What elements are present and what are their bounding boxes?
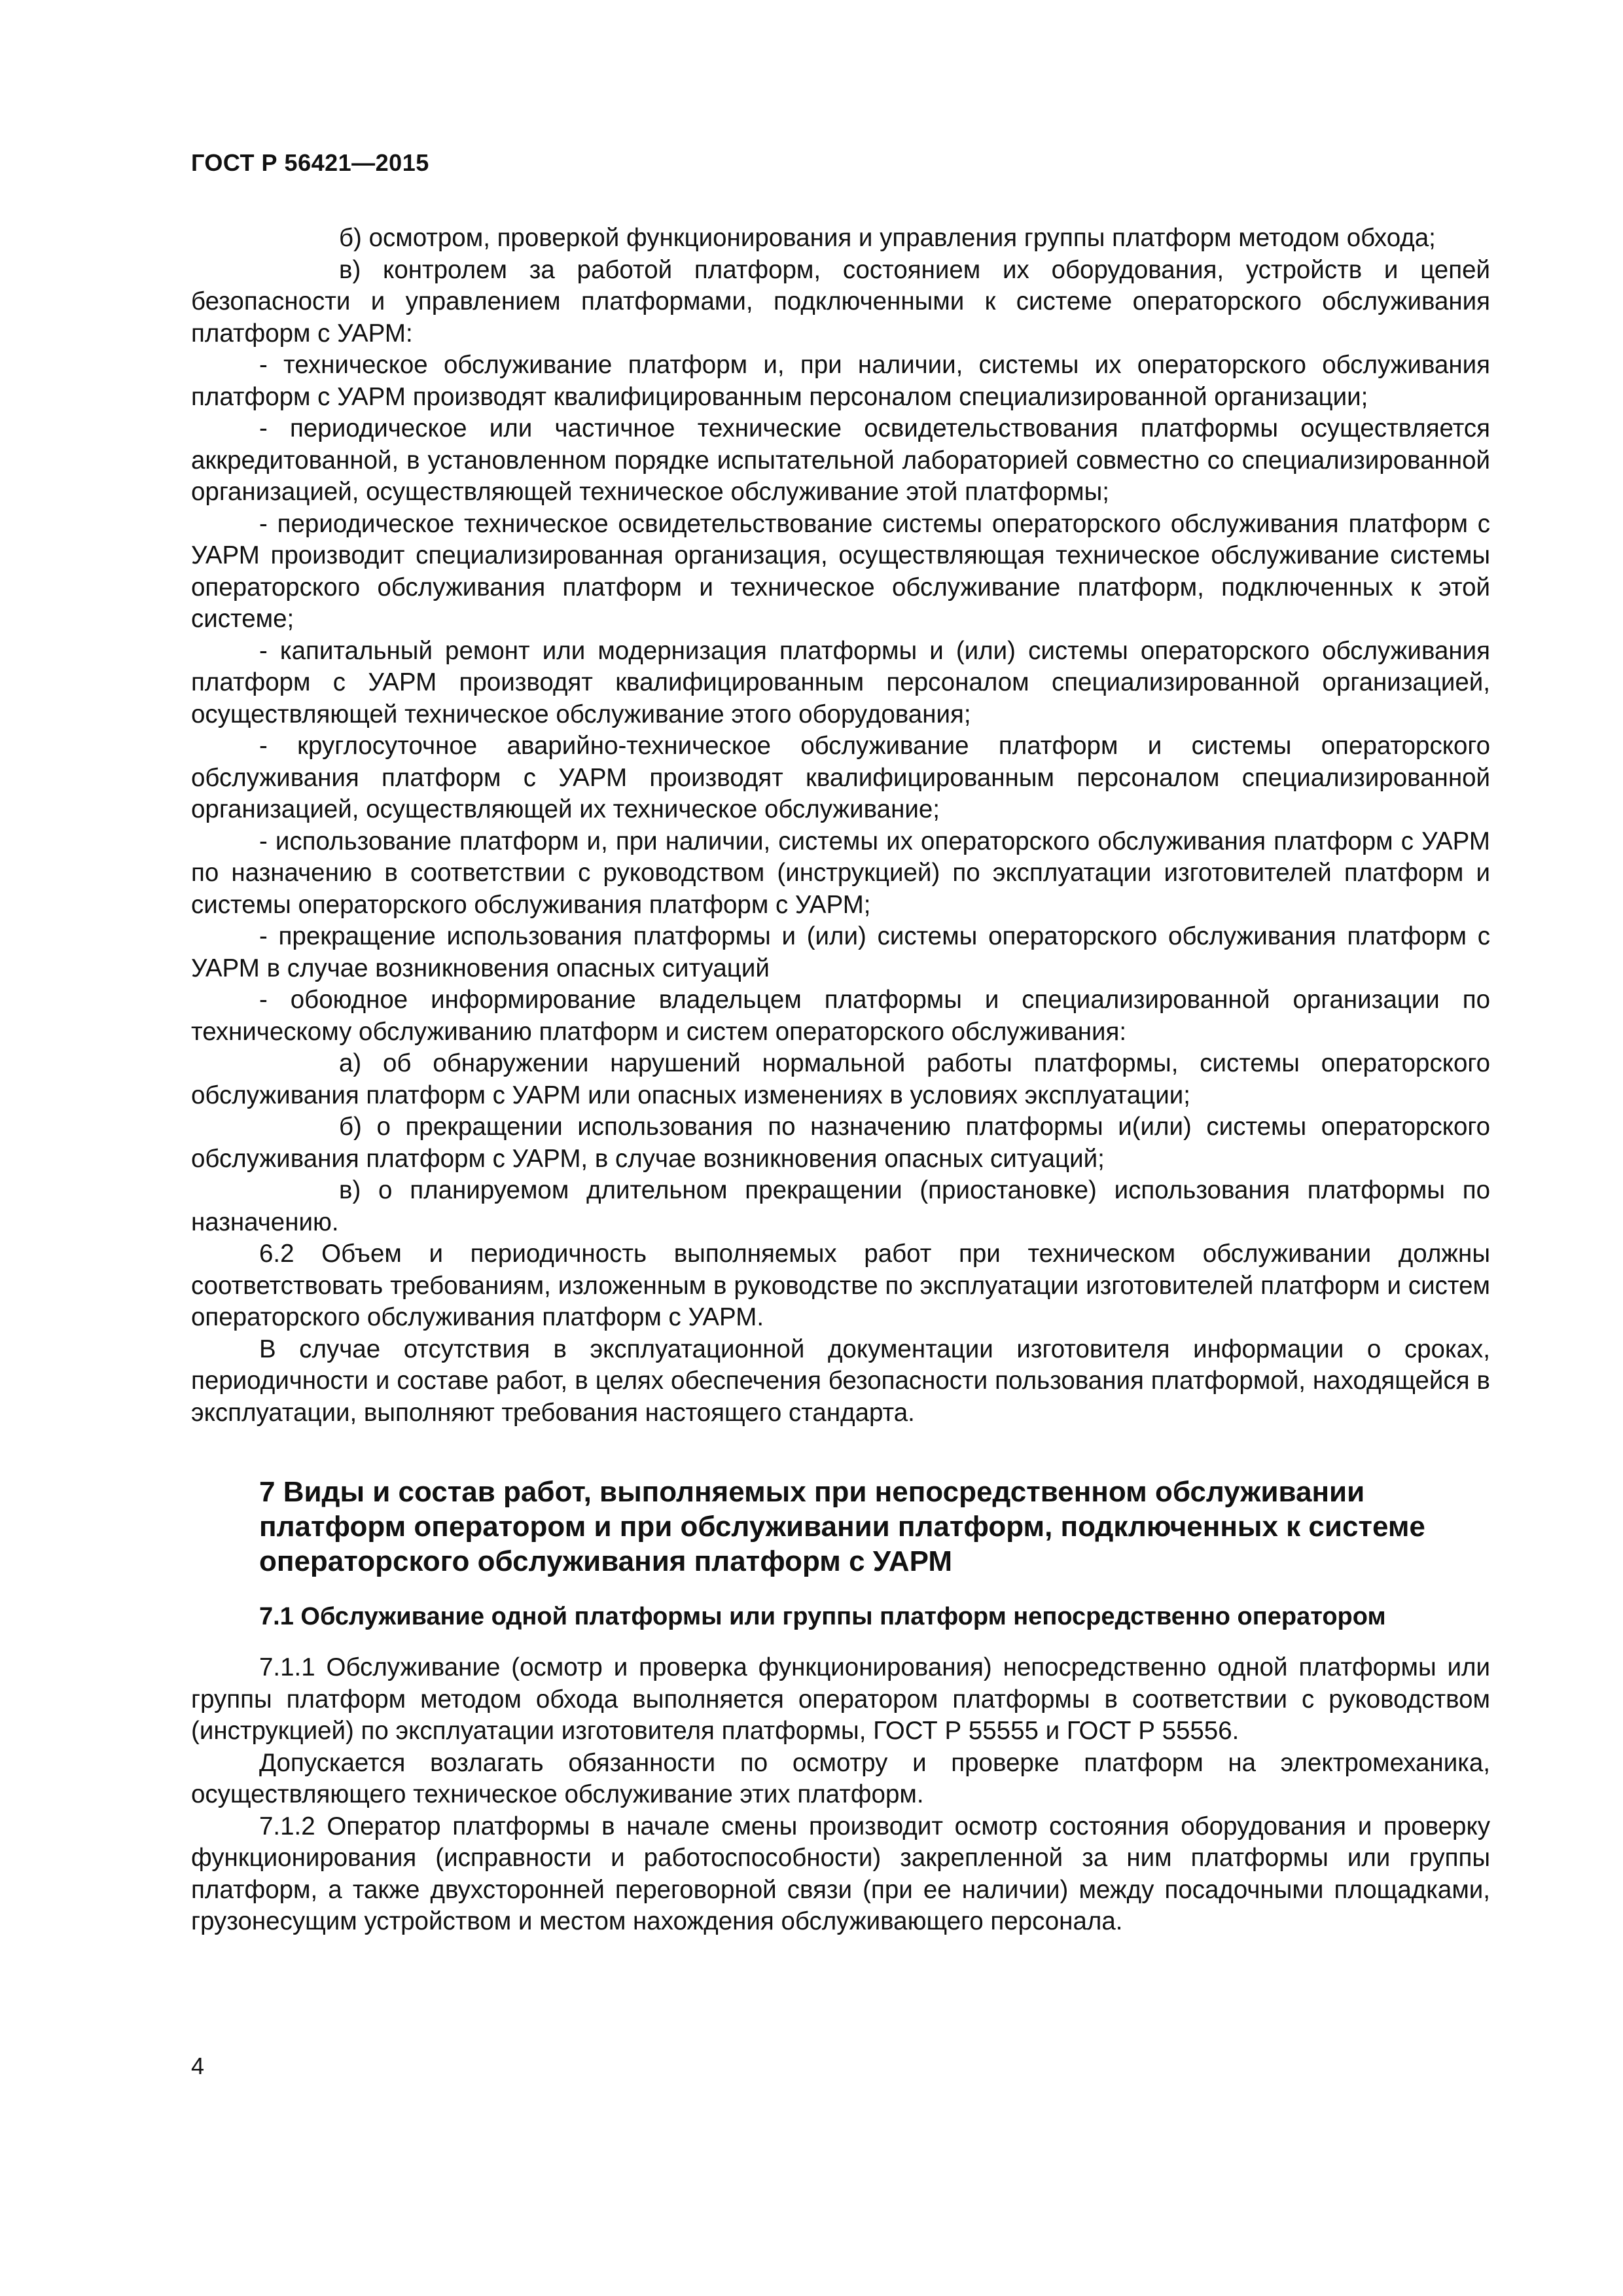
- clause-7-1-1: 7.1.1 Обслуживание (осмотр и проверка функционирования) непосредственно одной платформы или группы платформ методом обхода выполняется оператором платформы в соответствии с руководством (инструкцией) по эксплуатации изготовителя платформы, ГОСТ Р 55555 и ГОСТ Р 55556.: [191, 1653, 1490, 1745]
- document-code-header: ГОСТ Р 56421—2015: [191, 149, 429, 176]
- clause-paragraph: Допускается возлагать обязанности по осмотру и проверке платформ на электромеханика, осуществляющего техническое обслуживание этих платформ.: [191, 1748, 1490, 1808]
- sub-list-item-b: б) о прекращении использования по назначению платформы и(или) системы операторского обслуживания платформ с УАРМ, в случае возникновения опасных ситуаций;: [191, 1113, 1490, 1173]
- list-item-v: в) контролем за работой платформ, состоянием их оборудования, устройств и цепей безопасности и управлением платформами, подключенными к системе операторского обслуживания платформ с УАРМ:: [191, 255, 1490, 348]
- bullet-item: - техническое обслуживание платформ и, при наличии, системы их операторского обслуживания платформ с УАРМ производят квалифицированным персоналом специализированной организации;: [191, 351, 1490, 411]
- subsection-7-1-title: 7.1 Обслуживание одной платформы или группы платформ непосредственно оператором: [259, 1603, 1386, 1630]
- clause-paragraph: В случае отсутствия в эксплуатационной документации изготовителя информации о сроках, периодичности и составе работ, в целях обеспечения безопасности пользования платформой, находящейся в эксплуатации, выполняют требования настоящего стандарта.: [191, 1335, 1490, 1427]
- document-body: [191, 223, 1490, 1938]
- clause-7-1-2: 7.1.2 Оператор платформы в начале смены производит осмотр состояния оборудования и проверку функционирования (исправности и работоспособности) закрепленной за ним платформы или группы платформ, а также двухсторонней переговорной связи (при ее наличии) между посадочными площадками, грузонесущим устройством и местом нахождения обслуживающего персонала.: [191, 1812, 1490, 1935]
- bullet-item: - использование платформ и, при наличии, системы их операторского обслуживания платформ с УАРМ по назначению в соответствии с руководством (инструкцией) по эксплуатации изготовителей платформ и системы операторского обслуживания платформ с УАРМ;: [191, 827, 1490, 919]
- section-7-title: 7 Виды и состав работ, выполняемых при непосредственном обслуживании платформ оператором и при обслуживании платформ, подключенных к системе операторского обслуживания платформ с УАРМ: [259, 1476, 1425, 1577]
- bullet-item: - круглосуточное аварийно-техническое обслуживание платформ и системы операторского обслуживания платформ с УАРМ производят квалифицированным персоналом специализированной организацией, осуществляющей их техническое обслуживание;: [191, 732, 1490, 823]
- bullet-item: - прекращение использования платформы и (или) системы операторского обслуживания платформ с УАРМ в случае возникновения опасных ситуаций: [191, 922, 1490, 982]
- clause-6-2: 6.2 Объем и периодичность выполняемых работ при техническом обслуживании должны соответствовать требованиям, изложенным в руководстве по эксплуатации изготовителей платформ и систем операторского обслуживания платформ с УАРМ.: [191, 1240, 1490, 1331]
- bullet-item: - периодическое техническое освидетельствование системы операторского обслуживания платформ с УАРМ производит специализированная организация, осуществляющая техническое обслуживание системы операторского обслуживания платформ и техническое обслуживание платформ, подключенных к этой системе;: [191, 509, 1490, 633]
- bullet-item: - обоюдное информирование владельцем платформы и специализированной организации по техническому обслуживанию платформ и систем операторского обслуживания:: [191, 986, 1490, 1046]
- bullet-item: - периодическое или частичное технические освидетельствования платформы осуществляется аккредитованной, в установленном порядке испытательной лабораторией совместно со специализированной организацией, осуществляющей техническое обслуживание этой платформы;: [191, 414, 1490, 506]
- bullet-item: - капитальный ремонт или модернизация платформы и (или) системы операторского обслуживания платформ с УАРМ производят квалифицированным персоналом специализированной организацией, осуществляющей техническое обслуживание этого оборудования;: [191, 636, 1490, 728]
- list-item-b: б) осмотром, проверкой функционирования и управления группы платформ методом обхода;: [339, 224, 1436, 252]
- sub-list-item-a: а) об обнаружении нарушений нормальной работы платформы, системы операторского обслуживания платформ с УАРМ или опасных изменениях в условиях эксплуатации;: [191, 1049, 1490, 1109]
- sub-list-item-v: в) о планируемом длительном прекращении (приостановке) использования платформы по назначению.: [191, 1176, 1490, 1236]
- page-number: 4: [191, 2053, 205, 2079]
